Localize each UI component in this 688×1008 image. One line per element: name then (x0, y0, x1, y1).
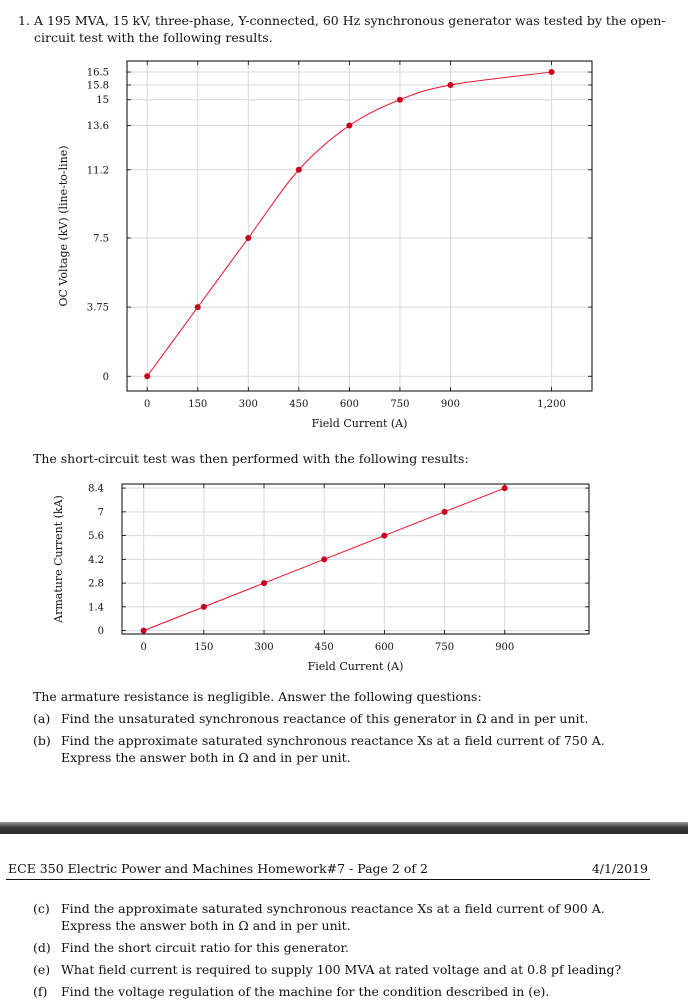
question-text: Find the approximate saturated synchronous reactance Xs at a field current of 900 A. Express the answer both in Ω and in per unit. (61, 901, 605, 933)
x-tick-label: 750 (390, 399, 410, 410)
question-item (33, 939, 653, 956)
data-point (261, 580, 267, 586)
question-label: (b) (33, 733, 51, 748)
open-circuit-chart (0, 0, 688, 440)
data-point (447, 82, 453, 88)
short-circuit-chart (0, 470, 688, 680)
x-tick-label: 0 (144, 399, 151, 410)
y-axis-label: OC Voltage (kV) (line-to-line) (57, 145, 70, 307)
question-item (33, 710, 653, 727)
data-point (549, 69, 555, 75)
question-list-page2 (33, 900, 653, 1005)
question-item (33, 900, 653, 934)
y-tick-label: 8.4 (88, 483, 104, 495)
footer-rule (6, 879, 650, 880)
question-item (33, 961, 653, 978)
x-axis-label: Field Current (A) (307, 660, 404, 673)
y-tick-label: 13.6 (86, 121, 109, 133)
y-tick-label: 4.2 (88, 554, 104, 566)
data-point (201, 604, 207, 610)
y-tick-label: 15.8 (86, 80, 109, 92)
x-tick-label: 750 (435, 642, 455, 653)
x-tick-label: 900 (495, 642, 515, 653)
question-text: Find the short circuit ratio for this generator. (61, 940, 350, 955)
armature-intro: The armature resistance is negligible. Answer the following questions: (33, 689, 482, 704)
data-point (245, 235, 251, 241)
x-axis-label: Field Current (A) (311, 417, 408, 430)
y-tick-label: 15 (96, 95, 109, 107)
x-tick-label: 300 (238, 399, 258, 410)
y-tick-label: 0 (97, 626, 104, 638)
page-break (0, 822, 688, 834)
x-tick-label: 0 (140, 642, 147, 653)
data-point (296, 167, 302, 173)
data-point (346, 123, 352, 129)
y-tick-label: 7 (97, 507, 104, 519)
plot-frame (127, 61, 592, 391)
x-tick-label: 450 (314, 642, 334, 653)
footer-date: 4/1/2019 (591, 861, 648, 876)
data-point (144, 373, 150, 379)
y-tick-label: 3.75 (86, 302, 109, 314)
question-label: (f) (33, 984, 48, 999)
x-tick-label: 900 (440, 399, 461, 410)
data-point (141, 628, 147, 634)
y-tick-label: 5.6 (88, 531, 104, 543)
question-label: (e) (33, 962, 51, 977)
x-tick-label: 150 (194, 642, 214, 653)
y-tick-label: 0 (102, 371, 109, 383)
question-item (33, 983, 653, 1000)
x-tick-label: 450 (289, 399, 309, 410)
data-point (321, 556, 327, 562)
y-tick-label: 7.5 (93, 233, 109, 245)
question-text: Find the approximate saturated synchronous reactance Xs at a field current of 750 A. Express the answer both in Ω and in per unit. (61, 733, 605, 765)
question-label: (d) (33, 940, 51, 955)
question-item (33, 732, 653, 766)
data-point (195, 304, 201, 310)
question-text: Find the unsaturated synchronous reactance of this generator in Ω and in per unit. (61, 711, 589, 726)
y-tick-label: 2.8 (88, 578, 104, 590)
footer-title: ECE 350 Electric Power and Machines Homework#7 - Page 2 of 2 (8, 861, 428, 876)
data-point (502, 485, 508, 491)
y-axis-label: Armature Current (kA) (52, 495, 65, 623)
question-label: (c) (33, 901, 50, 916)
problem-number: 1. (18, 13, 30, 28)
question-text: What field current is required to supply 100 MVA at rated voltage and at 0.8 pf leading? (61, 962, 622, 977)
y-tick-label: 11.2 (86, 165, 109, 177)
x-tick-label: 600 (339, 399, 359, 410)
question-text: Find the voltage regulation of the machine for the condition described in (e). (61, 984, 550, 999)
data-point (381, 533, 387, 539)
data-point (442, 509, 448, 515)
short-circuit-intro: The short-circuit test was then performed with the following results: (33, 451, 469, 466)
x-tick-label: 1,200 (537, 399, 566, 410)
x-tick-label: 150 (188, 399, 208, 410)
data-point (397, 97, 403, 103)
y-tick-label: 16.5 (86, 67, 109, 79)
question-list-page1 (33, 710, 653, 771)
y-tick-label: 1.4 (88, 602, 104, 614)
question-label: (a) (33, 711, 51, 726)
x-tick-label: 300 (254, 642, 274, 653)
x-tick-label: 600 (374, 642, 394, 653)
problem-text: A 195 MVA, 15 kV, three-phase, Y-connected, 60 Hz synchronous generator was tested by the open-circuit test with the following results. (34, 13, 666, 45)
